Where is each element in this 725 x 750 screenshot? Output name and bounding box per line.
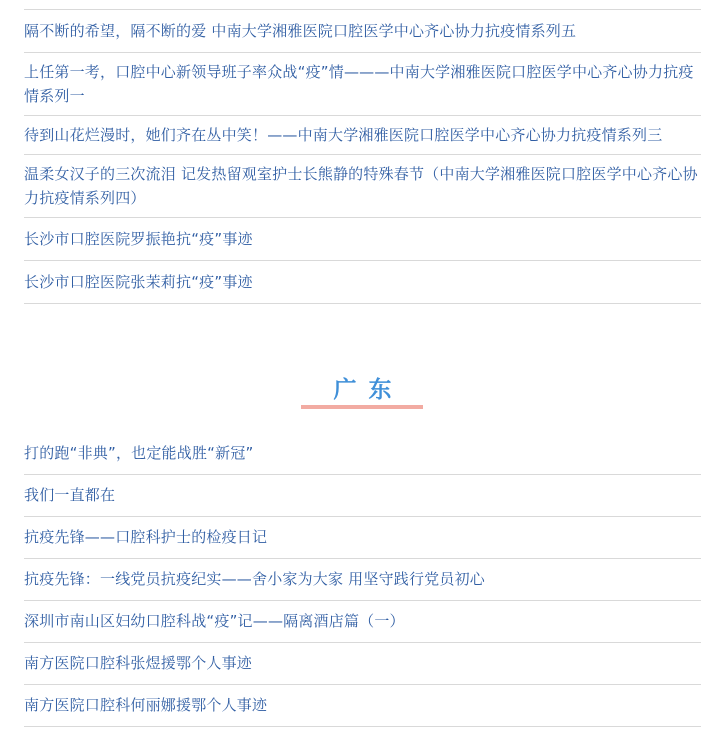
article-link[interactable]: 抗疫先锋：一线党员抗疫纪实——舍小家为大家 用坚守践行党员初心	[24, 559, 701, 601]
article-link[interactable]: 长沙市口腔医院张茉莉抗“疫”事迹	[24, 261, 701, 304]
article-link[interactable]: 我们一直都在	[24, 475, 701, 517]
article-link[interactable]: 南方医院口腔科张煜援鄂个人事迹	[24, 643, 701, 685]
article-link[interactable]: 南方医院口腔科何丽娜援鄂个人事迹	[24, 685, 701, 727]
article-link[interactable]: 深圳市南山区妇幼口腔科战“疫”记——隔离酒店篇（一）	[24, 601, 701, 643]
article-link[interactable]: 温柔女汉子的三次流泪 记发热留观室护士长熊静的特殊春节（中南大学湘雅医院口腔医学中心齐心协力抗疫情系列四）	[24, 155, 701, 218]
article-link[interactable]: 上任第一考，口腔中心新领导班子率众战“疫”情———中南大学湘雅医院口腔医学中心齐心协力抗疫情系列一	[24, 53, 701, 116]
article-link[interactable]: 待到山花烂漫时，她们齐在丛中笑！——中南大学湘雅医院口腔医学中心齐心协力抗疫情系列三	[24, 116, 701, 155]
article-link[interactable]: 长沙市口腔医院罗振艳抗“疫”事迹	[24, 218, 701, 261]
article-link[interactable]: 隔不断的希望，隔不断的爱 中南大学湘雅医院口腔医学中心齐心协力抗疫情系列五	[24, 10, 701, 53]
article-list-guangdong	[24, 433, 701, 727]
section-title: 广东	[333, 377, 404, 403]
article-link[interactable]: 打的跑“非典”，也定能战胜“新冠”	[24, 433, 701, 475]
section-heading-guangdong	[0, 376, 725, 404]
section-title-underline	[301, 405, 423, 409]
article-list-hunan	[24, 9, 701, 304]
article-link[interactable]: 抗疫先锋——口腔科护士的检疫日记	[24, 517, 701, 559]
